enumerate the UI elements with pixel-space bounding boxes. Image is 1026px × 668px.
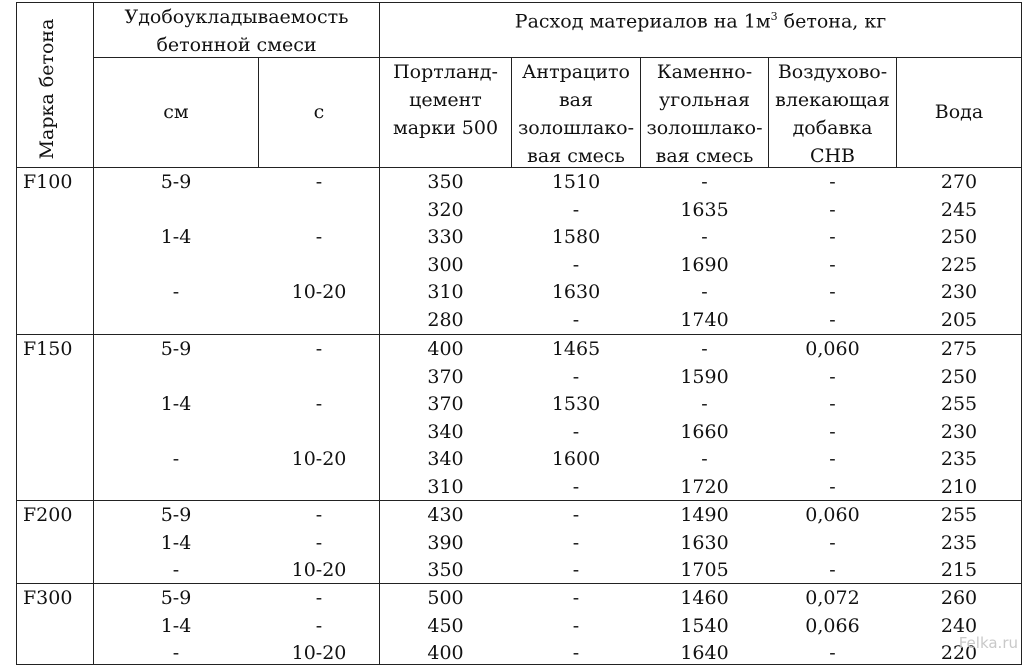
coal-cell: 1590	[680, 365, 729, 388]
air-header-line3: добавка	[792, 117, 873, 139]
coal-cell: 1635	[680, 198, 729, 221]
anthracite-cell: 1600	[551, 448, 601, 471]
water-cell: 210	[940, 476, 978, 498]
cement-cell: 430	[427, 504, 464, 526]
anthracite-header-line2: вая	[558, 89, 593, 111]
cm-cell: -	[172, 281, 180, 304]
coal-cell: 1630	[680, 531, 729, 554]
cement-cell: 320	[427, 198, 464, 221]
s-cell: -	[315, 614, 323, 637]
grade-label: F300	[23, 587, 73, 609]
anthracite-cell: -	[572, 587, 580, 609]
coal-cell: -	[701, 448, 708, 471]
cm-cell: 5-9	[160, 504, 192, 526]
coal-cell: -	[701, 171, 708, 193]
cement-cell: 370	[427, 365, 464, 388]
s-cell: -	[315, 504, 323, 526]
consumption-header-suffix: бетона, кг	[777, 10, 887, 33]
grade-label: F150	[23, 338, 73, 360]
water-cell: 230	[940, 420, 978, 443]
cm-cell: -	[172, 448, 180, 471]
grade-label: F100	[23, 171, 73, 193]
air-cell: 0,072	[805, 587, 860, 609]
anthracite-cell: 1465	[551, 338, 601, 360]
cement-cell: 500	[427, 587, 464, 609]
anthracite-cell: -	[572, 476, 580, 498]
anthracite-cell: -	[572, 642, 580, 665]
air-cell: -	[829, 198, 836, 221]
cement-cell: 330	[427, 226, 464, 249]
coal-cell: 1490	[680, 504, 729, 526]
anthracite-cell: -	[572, 365, 580, 388]
coal-cell: 1540	[680, 614, 729, 637]
cm-cell: 1-4	[160, 614, 192, 637]
cement-cell: 300	[427, 253, 464, 276]
coal-cell: 1720	[680, 476, 729, 498]
portland-header	[380, 58, 511, 142]
s-cell: -	[315, 226, 323, 249]
s-cell: 10-20	[291, 448, 347, 471]
cm-cell: -	[172, 642, 180, 665]
portland-header-line2: цемент	[409, 89, 482, 111]
cm-cell: -	[172, 559, 180, 582]
cement-cell: 280	[427, 309, 464, 331]
air-cell: 0,066	[805, 614, 860, 637]
air-cell: -	[829, 642, 836, 665]
cm-cell: 1-4	[160, 393, 192, 416]
coal-header	[641, 58, 768, 170]
s-cell: -	[315, 587, 323, 609]
cement-cell: 400	[427, 642, 464, 665]
s-cell: -	[315, 393, 323, 416]
air-cell: -	[829, 420, 836, 443]
air-cell: -	[829, 448, 836, 471]
anthracite-cell: -	[572, 198, 580, 221]
cement-cell: 340	[427, 420, 464, 443]
air-cell: 0,060	[805, 504, 860, 526]
anthracite-cell: 1510	[551, 171, 601, 193]
consumption-header-prefix: Расход материалов на 1м	[514, 10, 771, 33]
coal-header-line2: угольная	[659, 89, 750, 111]
air-header-line1: Воздухово-	[777, 61, 888, 83]
anthracite-cell: -	[572, 309, 580, 331]
water-cell: 260	[940, 587, 978, 609]
s-cell: 10-20	[291, 559, 347, 582]
water-cell: 250	[940, 226, 978, 249]
coal-cell: -	[701, 226, 708, 249]
water-cell: 220	[940, 642, 978, 665]
coal-header-line4: вая смесь	[655, 145, 754, 167]
s-cell: 10-20	[291, 281, 347, 304]
cm-cell: 1-4	[160, 226, 192, 249]
air-cell: -	[829, 226, 836, 249]
air-cell: 0,060	[805, 338, 860, 360]
water-header: Вода	[934, 101, 984, 123]
cm-cell: 5-9	[160, 171, 192, 193]
s-header: с	[313, 101, 325, 123]
cm-cell: 5-9	[160, 338, 192, 360]
anthracite-cell: 1630	[551, 281, 601, 304]
grade-header: Марка бетона	[36, 18, 58, 160]
coal-cell: 1690	[680, 253, 729, 276]
water-cell: 205	[940, 309, 978, 331]
cement-cell: 370	[427, 393, 464, 416]
water-cell: 250	[940, 365, 978, 388]
water-cell: 235	[940, 448, 978, 471]
water-cell: 255	[940, 393, 978, 416]
cement-cell: 350	[427, 559, 464, 582]
consumption-header-sup: 3	[770, 10, 778, 23]
coal-cell: 1460	[680, 587, 729, 609]
s-cell: -	[315, 338, 323, 360]
workability-header-line1: Удобоукладываемость	[124, 6, 349, 28]
air-cell: -	[829, 476, 836, 498]
cement-cell: 400	[427, 338, 464, 360]
anthracite-header	[512, 58, 640, 170]
s-cell: -	[315, 531, 323, 554]
water-cell: 235	[940, 531, 978, 554]
coal-header-line1: Каменно-	[656, 61, 753, 83]
cement-cell: 310	[427, 476, 464, 498]
coal-header-line3: золошлако-	[646, 117, 763, 139]
anthracite-cell: -	[572, 504, 580, 526]
water-cell: 275	[940, 338, 978, 360]
air-cell: -	[829, 393, 836, 416]
cement-cell: 390	[427, 531, 464, 554]
coal-cell: 1740	[680, 309, 729, 331]
coal-cell: 1660	[680, 420, 729, 443]
air-header-line2: влекающая	[775, 89, 890, 111]
water-cell: 240	[940, 614, 978, 637]
s-cell: 10-20	[291, 642, 347, 665]
coal-cell: 1705	[680, 559, 729, 582]
air-cell: -	[829, 531, 836, 554]
cement-cell: 340	[427, 448, 464, 471]
air-cell: -	[829, 559, 836, 582]
water-cell: 230	[940, 281, 978, 304]
water-cell: 215	[940, 559, 978, 582]
air-header	[769, 58, 896, 170]
s-cell: -	[315, 171, 323, 193]
anthracite-header-line1: Антрацито	[522, 61, 630, 83]
cm-cell: 1-4	[160, 531, 192, 554]
anthracite-cell: -	[572, 614, 580, 637]
cement-cell: 450	[427, 614, 464, 637]
table-border-left	[16, 2, 17, 664]
air-cell: -	[829, 253, 836, 276]
table-border-right	[1021, 2, 1022, 664]
cement-cell: 350	[427, 171, 464, 193]
anthracite-cell: 1530	[551, 393, 601, 416]
workability-header-line2: бетонной смеси	[156, 34, 317, 56]
air-cell: -	[829, 309, 836, 331]
anthracite-cell: 1580	[551, 226, 601, 249]
anthracite-cell: -	[572, 420, 580, 443]
watermark: Felka.ru	[958, 634, 1018, 652]
cm-cell: 5-9	[160, 587, 192, 609]
anthracite-cell: -	[572, 253, 580, 276]
cement-cell: 310	[427, 281, 464, 304]
air-cell: -	[829, 171, 836, 193]
anthracite-header-line4: вая смесь	[527, 145, 625, 167]
air-cell: -	[829, 365, 836, 388]
workability-header	[94, 3, 379, 59]
grade-label: F200	[23, 504, 73, 526]
anthracite-cell: -	[572, 531, 580, 554]
coal-cell: 1640	[680, 642, 729, 665]
anthracite-cell: -	[572, 559, 580, 582]
cm-header: см	[163, 101, 189, 123]
water-cell: 245	[940, 198, 978, 221]
coal-cell: -	[701, 393, 708, 416]
air-header-line4: СНВ	[809, 145, 856, 167]
anthracite-header-line3: золошлако-	[517, 117, 635, 139]
coal-cell: -	[701, 338, 708, 360]
consumption-header	[380, 3, 1021, 35]
water-cell: 255	[940, 504, 978, 526]
coal-cell: -	[701, 281, 708, 304]
portland-header-line3: марки 500	[392, 117, 499, 139]
air-cell: -	[829, 281, 836, 304]
portland-header-line1: Портланд-	[393, 61, 498, 83]
water-cell: 270	[940, 171, 978, 193]
water-cell: 225	[940, 253, 978, 276]
